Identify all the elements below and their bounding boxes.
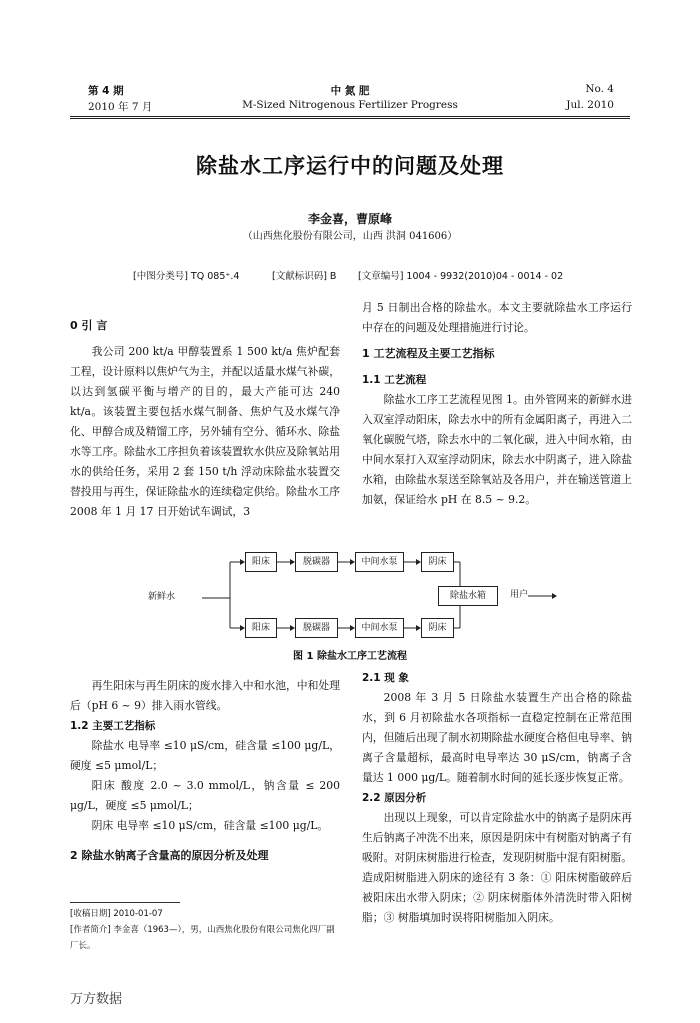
issue-number-en: No. 4 bbox=[585, 83, 614, 95]
subsection-heading: 1.1 工艺流程 bbox=[362, 374, 427, 386]
received-date: [收稿日期] 2010-01-07 bbox=[70, 909, 163, 919]
footnote-rule bbox=[70, 902, 180, 903]
anion-bed-1: 阴床 bbox=[421, 552, 454, 572]
right-column-upper bbox=[362, 298, 632, 510]
section-heading: 0 引 言 bbox=[70, 319, 108, 332]
decarbonator-1: 脱碳器 bbox=[295, 552, 338, 572]
decarbonator-2: 脱碳器 bbox=[295, 618, 338, 638]
header-rule-double bbox=[70, 118, 630, 119]
paragraph: 再生阳床与再生阴床的废水排入中和水池，中和处理后（pH 6 ~ 9）排入雨水管线。 bbox=[70, 679, 340, 712]
cation-bed-1: 阳床 bbox=[245, 552, 277, 572]
user-outlet-label: 用户 bbox=[510, 590, 529, 600]
issue-date-en: Jul. 2010 bbox=[566, 99, 614, 111]
document-code: [文献标识码] B bbox=[272, 271, 337, 282]
paragraph: 月 5 日制出合格的除盐水。本文主要就除盐水工序运行中存在的问题及处理措施进行讨论。 bbox=[362, 301, 632, 334]
journal-name-en: M-Sized Nitrogenous Fertilizer Progress bbox=[242, 99, 458, 111]
affiliation: （山西焦化股份有限公司，山西 洪洞 041606） bbox=[242, 231, 458, 242]
paragraph: 出现以上现象，可以肯定除盐水中的钠离子是阴床再生后钠离子冲洗不出来，原因是阴床中有树脂对钠离子有吸附。对阴床树脂进行检查，发现阴树脂中混有阳树脂。造成阳树脂进入阴床的途径有 3 条：① 阳床树脂破碎后被阳床出水带入阴床；② 阴床树脂体外清洗时带入阳树脂；③ 树脂填加时误将阳树脂加入阴床。 bbox=[362, 811, 632, 924]
anion-bed-2: 阴床 bbox=[421, 618, 454, 638]
left-column-upper bbox=[70, 310, 340, 522]
subsection-heading: 1.2 主要工艺指标 bbox=[70, 720, 156, 732]
subsection-heading: 2.2 原因分析 bbox=[362, 792, 427, 804]
right-column-lower bbox=[362, 668, 632, 928]
author-bio: [作者简介] 李金喜（1963—），男，山西焦化股份有限公司焦化四厂副厂长。 bbox=[70, 925, 335, 951]
watermark: 万方数据 bbox=[70, 992, 123, 1007]
paragraph: 我公司 200 kt/a 甲醇装置系 1 500 kt/a 焦炉配套工程，设计原料以焦炉气为主，并配以适量水煤气补碳，以达到氢碳平衡与增产的目的，最大产能可达 240 kt/a。该装置主要包括水煤气制备、焦炉气及水煤气净化、甲醇合成及精馏工序，另外辅有空分、循环水、除盐水等工序。除盐水工序担负着该装置软水供应及除氧站用水的供给任务，采用 2 套 150 t/h 浮动床除盐水装置交替投用与再生，保证除盐水的连续稳定供给。除盐水工序 2008 年 1 月 17 日开始试车调试，3 bbox=[70, 345, 340, 518]
header-rule bbox=[70, 116, 630, 117]
demineralized-water-tank: 除盐水箱 bbox=[438, 586, 498, 606]
spec-cation-bed: 阳床 酸度 2.0 ~ 3.0 mmol/L，钠含量 ≤ 200 μg/L，硬度 ≤5 μmol/L； bbox=[70, 779, 340, 812]
paragraph: 除盐水工序工艺流程见图 1。由外管网来的新鲜水进入双室浮动阳床，除去水中的所有金属阳离子，再进入二氧化碳脱气塔，除去水中的二氧化碳，进入中间水箱，由中间水泵打入双室浮动阴床，除去水中阴离子，进入除盐水箱，由除盐水泵送至除氧站及各用户，并在输送管道上加氨，保证给水 pH 在 8.5 ~ 9.2。 bbox=[362, 393, 632, 506]
issue-date-cn: 2010 年 7 月 bbox=[88, 101, 153, 113]
section-heading: 2 除盐水钠离子含量高的原因分析及处理 bbox=[70, 849, 269, 862]
left-column-lower bbox=[70, 676, 340, 872]
authors: 李金喜，曹原峰 bbox=[307, 212, 392, 226]
paragraph: 2008 年 3 月 5 日除盐水装置生产出合格的除盐水，到 6 月初除盐水各项指标一直稳定控制在正常范围内，但随后出现了制水初期除盐水硬度合格但电导率、钠离子含量超标，最高时电导率达 30 μS/cm，钠离子含量达 1 000 μg/L。随着制水时间的延长逐步恢复正常。 bbox=[362, 691, 632, 784]
spec-desalted-water: 除盐水 电导率 ≤10 μS/cm，硅含量 ≤100 μg/L，硬度 ≤5 μmol/L； bbox=[70, 739, 340, 772]
fresh-water-inlet-label: 新鲜水 bbox=[148, 592, 176, 602]
cation-bed-2: 阳床 bbox=[245, 618, 277, 638]
intermediate-pump-1: 中间水泵 bbox=[355, 552, 404, 572]
subsection-heading: 2.1 现 象 bbox=[362, 672, 409, 684]
clc-number: [中图分类号] TQ 085⁺.4 bbox=[133, 271, 240, 282]
journal-name-cn: 中 氮 肥 bbox=[330, 85, 370, 97]
section-heading: 1 工艺流程及主要工艺指标 bbox=[362, 347, 495, 360]
figure-caption: 图 1 除盐水工序工艺流程 bbox=[293, 651, 407, 662]
intermediate-pump-2: 中间水泵 bbox=[355, 618, 404, 638]
footnotes bbox=[70, 906, 340, 954]
issue-number-cn: 第 4 期 bbox=[88, 85, 124, 97]
article-title: 除盐水工序运行中的问题及处理 bbox=[196, 154, 504, 178]
spec-anion-bed: 阴床 电导率 ≤10 μS/cm，硅含量 ≤100 μg/L。 bbox=[91, 819, 329, 832]
article-number: [文章编号] 1004 - 9932(2010)04 - 0014 - 02 bbox=[358, 271, 564, 282]
